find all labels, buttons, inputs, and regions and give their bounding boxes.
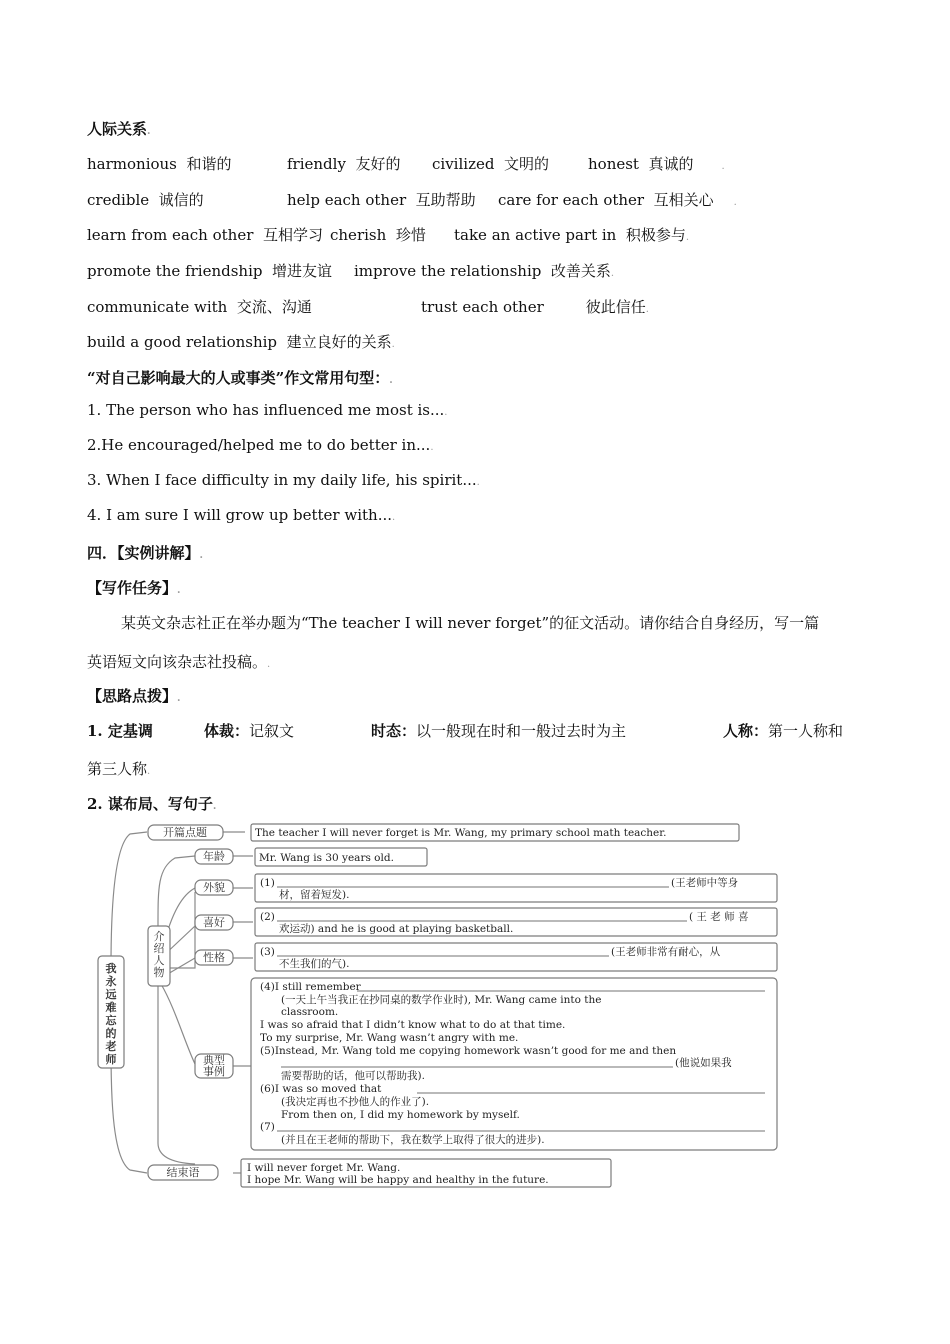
looks-hint-cont: 材，留着短发). <box>279 889 350 901</box>
looks-hint: (王老师中等身 <box>671 877 739 889</box>
looks-blank: (1) <box>260 877 275 889</box>
personality-hint-cont: 不生我们的气). <box>279 958 350 970</box>
example-label: 事例 <box>203 1065 225 1078</box>
hobby-hint: ( 王 老 师 喜 <box>689 911 749 923</box>
vocab-item: promote the friendship 增进友谊 <box>87 262 333 280</box>
mind-map-diagram <box>95 818 785 1193</box>
tips-point-2: 2. 谋布局、写句子. <box>87 795 217 813</box>
section-title: 人际关系. <box>87 120 151 138</box>
ending-line: I will never forget Mr. Wang. <box>247 1162 401 1174</box>
looks-label: 外貌 <box>203 881 225 894</box>
opening-label: 开篇点题 <box>163 826 207 839</box>
task-text-line-2: 英语短文向该杂志社投稿。. <box>87 653 271 671</box>
example-line: (我决定再也不抄他人的作业了). <box>281 1096 430 1108</box>
vocab-item: learn from each other 互相学习 <box>87 226 323 244</box>
vocab-item: improve the relationship 改善关系. <box>354 262 615 280</box>
hobby-label: 喜好 <box>203 916 225 929</box>
vocab-item: build a good relationship 建立良好的关系. <box>87 333 395 351</box>
vocab-item: communicate with 交流、沟通 <box>87 298 312 316</box>
example-line: (一天上午当我正在抄同桌的数学作业时), Mr. Wang came into the <box>281 994 602 1006</box>
age-text: Mr. Wang is 30 years old. <box>259 852 394 864</box>
opening-text: The teacher I will never forget is Mr. Wang, my primary school math teacher. <box>255 827 667 839</box>
example-line: (4)I still remember <box>260 981 361 993</box>
looks-node <box>195 874 777 902</box>
example-line: From then on, I did my homework by myself. <box>281 1109 520 1121</box>
vocab-item: care for each other 互相关心 . <box>498 191 737 209</box>
vocab-item: friendly 友好的 <box>287 155 401 173</box>
tips-heading: 【思路点拨】. <box>87 687 181 705</box>
ending-label: 结束语 <box>166 1166 200 1179</box>
tips-point-1-cont: 第三人称. <box>87 760 151 778</box>
vocab-item: civilized 文明的 <box>432 155 550 173</box>
genre: 体裁：记叙文 <box>204 722 295 740</box>
hobby-node <box>195 908 777 936</box>
hobby-blank: (2) <box>260 911 275 923</box>
age-node <box>195 848 427 866</box>
intro-node <box>148 926 170 986</box>
personality-node <box>195 943 777 971</box>
pattern-item: 1. The person who has influenced me most is.... <box>87 401 448 419</box>
age-label: 年龄 <box>203 850 225 863</box>
patterns-title: “对自己影响最大的人或事类”作文常用句型：. <box>87 369 393 387</box>
vocab-item: honest 真诚的 . <box>588 155 725 173</box>
root-label: 我永远难忘的老师 <box>105 962 117 1066</box>
example-line: (他说如果我 <box>675 1057 732 1069</box>
example-line: classroom. <box>281 1006 339 1018</box>
pattern-item: 4. I am sure I will grow up better with.... <box>87 506 396 524</box>
example-line: I was so afraid that I didn’t know what to do at that time. <box>260 1019 566 1031</box>
example-node <box>195 978 777 1150</box>
intro-label: 介绍人物 <box>153 930 165 979</box>
root-node <box>98 956 124 1068</box>
example-line: 需要帮助的话，他可以帮助我). <box>281 1070 425 1082</box>
example-label: 典型 <box>203 1054 225 1067</box>
tense: 时态：以一般现在时和一般过去时为主 <box>371 722 627 740</box>
vocab-item: trust each other 彼此信任. <box>421 298 649 316</box>
tips-point-label: 1. 定基调 <box>87 722 153 740</box>
pattern-item: 3. When I face difficulty in my daily life, his spirit.... <box>87 471 480 489</box>
task-text-line-1: 某英文杂志社正在举办题为“The teacher I will never forget”的征文活动。请你结合自身经历，写一篇 <box>121 614 820 632</box>
example-line: (并且在王老师的帮助下，我在数学上取得了很大的进步). <box>281 1134 545 1146</box>
vocab-item: cherish 珍惜 <box>330 226 426 244</box>
example-line: (5)Instead, Mr. Wang told me copying homework wasn’t good for me and then <box>260 1045 677 1057</box>
personality-hint: (王老师非常有耐心，从 <box>611 946 721 958</box>
vocab-item: credible 诚信的 <box>87 191 204 209</box>
person: 人称：第一人称和 <box>723 722 844 740</box>
personality-blank: (3) <box>260 946 275 958</box>
task-heading: 【写作任务】. <box>87 579 181 597</box>
vocab-item: help each other 互助帮助 <box>287 191 476 209</box>
example-line: To my surprise, Mr. Wang wasn’t angry with me. <box>260 1032 519 1044</box>
pattern-item: 2.He encouraged/helped me to do better in.... <box>87 436 434 454</box>
ending-line: I hope Mr. Wang will be happy and healthy in the future. <box>247 1174 549 1186</box>
section-heading: 四．【实例讲解】. <box>87 544 203 562</box>
ending-node <box>148 1159 611 1187</box>
hobby-text: 欢运动) and he is good at playing basketball. <box>279 923 514 935</box>
personality-label: 性格 <box>203 951 225 964</box>
example-line: (6)I was so moved that <box>260 1083 382 1095</box>
vocab-item: harmonious 和谐的 <box>87 155 232 173</box>
vocab-item: take an active part in 积极参与. <box>454 226 690 244</box>
example-line: (7) <box>260 1121 275 1133</box>
